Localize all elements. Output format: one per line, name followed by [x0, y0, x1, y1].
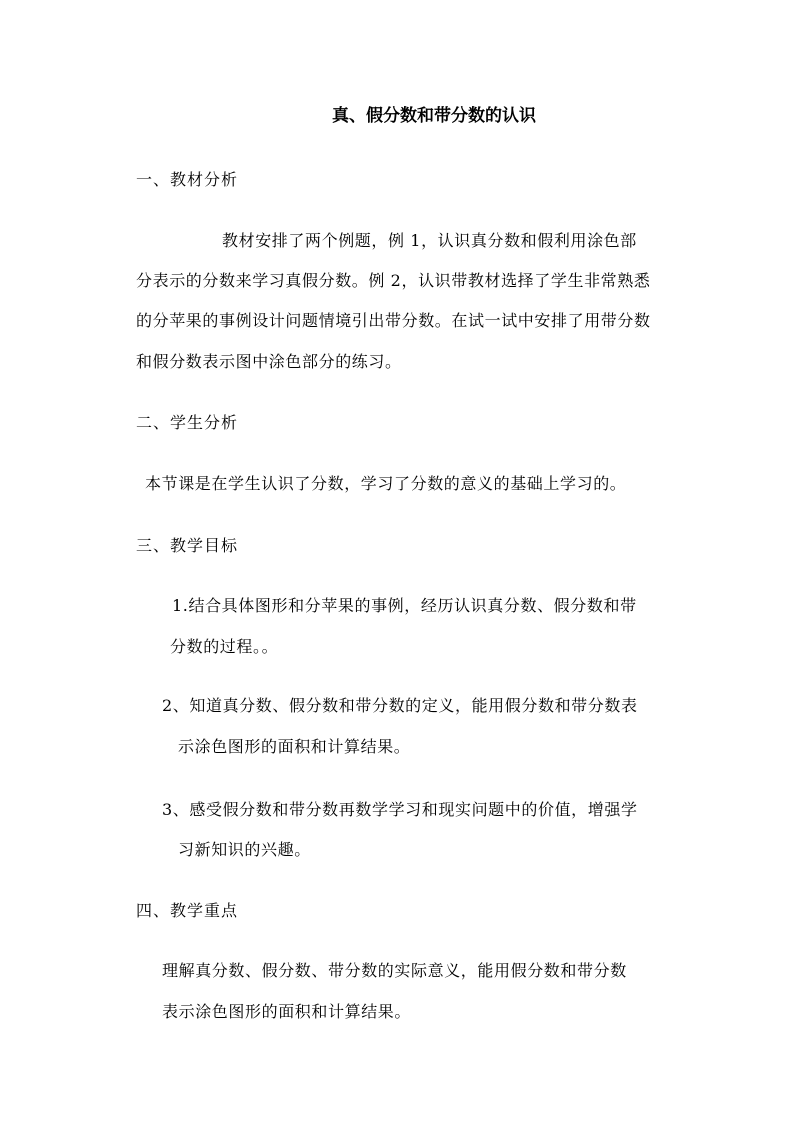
goal-item-line: 3、感受假分数和带分数再数学学习和现实问题中的价值，增强学	[162, 800, 638, 819]
paragraph-line: 和假分数表示图中涂色部分的练习。	[136, 352, 402, 371]
paragraph-line: 表示涂色图形的面积和计算结果。	[162, 1002, 412, 1021]
section-heading-teaching-focus: 四、教学重点	[136, 901, 239, 920]
goal-item-line: 示涂色图形的面积和计算结果。	[178, 737, 411, 756]
goal-item-line: 分数的过程。。	[170, 637, 279, 656]
paragraph-line: 理解真分数、假分数、带分数的实际意义，能用假分数和带分数	[162, 961, 627, 980]
section-heading-textbook-analysis: 一、教材分析	[136, 170, 239, 189]
section-heading-student-analysis: 二、学生分析	[136, 413, 239, 432]
section-heading-teaching-goals: 三、教学目标	[136, 536, 239, 555]
goal-item-line: 1.结合具体图形和分苹果的事例，经历认识真分数、假分数和带	[172, 596, 637, 615]
paragraph-line: 分表示的分数来学习真假分数。例 2，认识带教材选择了学生非常熟悉	[136, 271, 651, 290]
paragraph-line: 本节课是在学生认识了分数，学习了分数的意义的基础上学习的。	[145, 474, 627, 493]
paragraph-line: 教材安排了两个例题，例 1，认识真分数和假利用涂色部	[222, 231, 637, 250]
document-title: 真、假分数和带分数的认识	[332, 106, 536, 126]
paragraph-line: 的分苹果的事例设计问题情境引出带分数。在试一试中安排了用带分数	[136, 311, 651, 330]
goal-item-line: 习新知识的兴趣。	[178, 840, 311, 859]
goal-item-line: 2、知道真分数、假分数和带分数的定义，能用假分数和带分数表	[162, 696, 638, 715]
